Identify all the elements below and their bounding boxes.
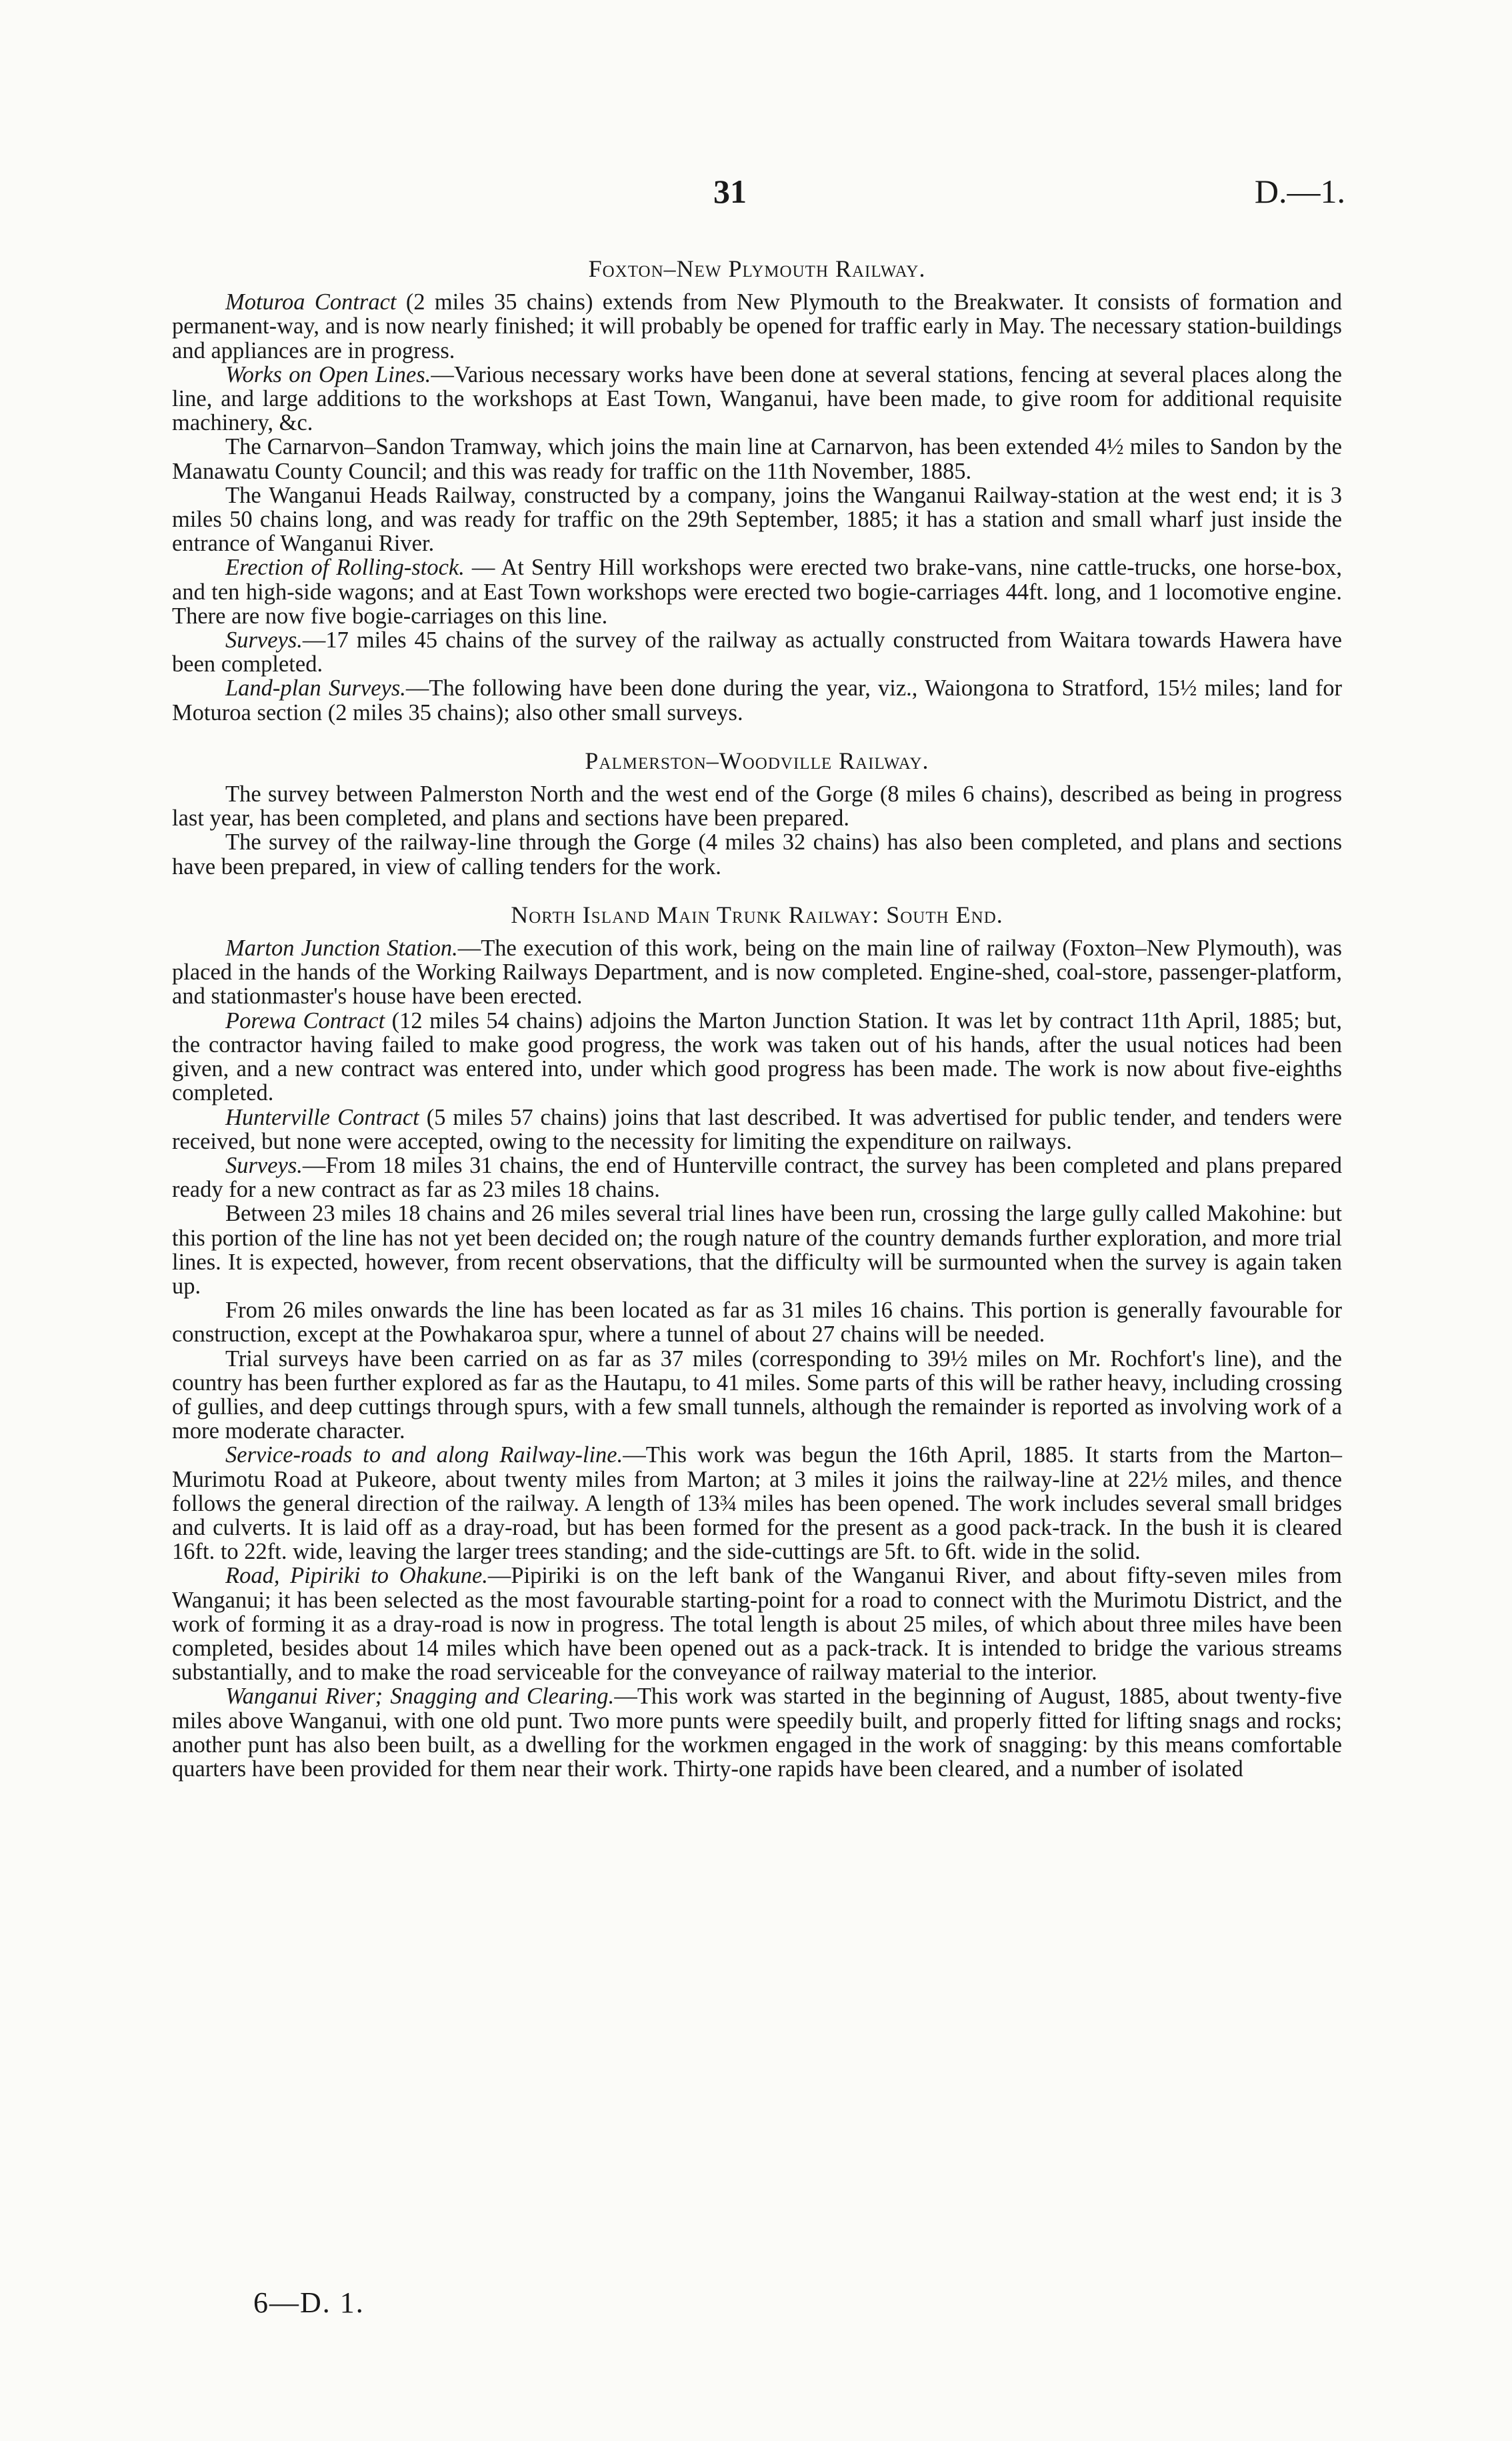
paragraph-heading: Road, Pipiriki to Ohakune. [225,1563,488,1589]
page-header [0,172,1512,219]
document-body [172,257,1342,1781]
paragraph-text: (12 miles 54 chains) adjoins the Marton Junction Station. It was let by contract 11th April, 1885; but, the contractor having failed to make good progress, the work was taken out of his hands, after the usual notices had been given, and a new contract was entered into, under which good progress has been made. The work is now about five-eighths completed. [172,1007,1342,1106]
paragraph-text: —17 miles 45 chains of the survey of the railway as actually constructed from Waitara towards Hawera have been completed. [172,627,1342,677]
paragraph [172,936,1342,1009]
paragraph-text: (2 miles 35 chains) extends from New Plymouth to the Breakwater. It consists of formation and permanent-way, and is now nearly finished; it will probably be opened for traffic early in May. The necessary station-buildings and appliances are in progress. [172,289,1342,363]
paragraph-text: Trial surveys have been carried on as far as 37 miles (corresponding to 39½ miles on Mr. Rochfort's line), and the country has been further explored as far as the Hautapu, to 41 miles. Some parts of this will be rather heavy, including crossing of gullies, and deep cuttings through spurs, with a few small tunnels, although the remainder is reported as involving work of a more moderate character. [172,1346,1342,1444]
paragraph-heading: Erection of Rolling-stock. [225,555,465,581]
paragraph-heading: Land-plan Surveys. [225,675,406,701]
paragraph [172,628,1342,676]
paragraph-text: (5 miles 57 chains) joins that last described. It was advertised for public tender, and tenders were received, but none were accepted, owing to the necessity for limiting the expenditure on railways. [172,1104,1342,1154]
paragraph-text: —The following have been done during the year, viz., Waiongona to Stratford, 15½ miles; land for Moturoa section (2 miles 35 chains); also other small surveys. [172,675,1342,725]
paragraph-heading: Marton Junction Station. [225,935,458,961]
paragraph [172,676,1342,724]
paragraph-heading: Surveys. [225,627,303,653]
paragraph-text: —Various necessary works have been done at several stations, fencing at several places along the line, and large additions to the workshops at East Town, Wanganui, have been made, to give room for additional requisite machinery, &c. [172,361,1342,436]
paragraph-text: —From 18 miles 31 chains, the end of Hunterville contract, the survey has been completed and plans prepared ready for a new contract as far as 23 miles 18 chains. [172,1152,1342,1203]
paragraph [172,1105,1342,1153]
paragraph [172,1153,1342,1201]
paragraph-heading: Surveys. [225,1152,303,1178]
paragraph [172,1684,1342,1781]
paragraph-text: The survey between Palmerston North and the west end of the Gorge (8 miles 6 chains), described as being in progress last year, has been completed, and plans and sections have been prepared. [172,781,1342,831]
paragraph [172,830,1342,878]
paragraph [172,1009,1342,1105]
paragraph [172,363,1342,435]
paragraph [172,555,1342,628]
paragraph [172,782,1342,830]
section-title: Palmerston–Woodville Railway. [585,747,929,774]
paragraph-text: Between 23 miles 18 chains and 26 miles several trial lines have been run, crossing the large gully called Makohine: but this portion of the line has not yet been decided on; the rough nature of the country demands further exploration, and more trial lines. It is expected, however, from recent observations, that the difficulty will be surmounted when the survey is again taken up. [172,1201,1342,1299]
paragraph-text: — At Sentry Hill workshops were erected two brake-vans, nine cattle-trucks, one horse-box, and ten high-side wagons; and at East Town workshops were erected two bogie-carriages 44ft. long, and 1 locomotive engine. There are now five bogie-carriages on this line. [172,555,1343,629]
paragraph-heading: Works on Open Lines. [225,361,431,387]
page-number: 31 [713,173,747,210]
paragraph-text: The survey of the railway-line through the Gorge (4 miles 32 chains) has also been completed, and plans and sections have been prepared, in view of calling tenders for the work. [172,829,1342,879]
printer-signature: 6—D. 1. [253,2286,365,2319]
section-title: Foxton–New Plymouth Railway. [588,255,926,282]
paragraph [172,1298,1342,1346]
paragraph [172,483,1342,556]
paragraph-text: The Wanganui Heads Railway, constructed by a company, joins the Wanganui Railway-station at the west end; it is 3 miles 50 chains long, and was ready for traffic on the 29th September, 1885; it has a station and small wharf just inside the entrance of Wanganui River. [172,482,1342,557]
section-title: North Island Main Trunk Railway: South End. [511,901,1003,928]
document-reference: D.—1. [1254,173,1345,210]
paragraph-heading: Service-roads to and along Railway-line. [225,1442,623,1468]
paragraph-text: —This work was started in the beginning of August, 1885, about twenty-five miles above Wanganui, with one old punt. Two more punts were speedily built, and properly fitted for lifting snags and rocks; another punt has also been built, as a dwelling for the workmen engaged in the work of snagging: by this means comfortable quarters have been provided for them near their work. Thirty-one rapids have been cleared, and a number of isolated [172,1684,1342,1782]
paragraph-text: —The execution of this work, being on the main line of railway (Foxton–New Plymouth), was placed in the hands of the Working Railways Department, and is now completed. Engine-shed, coal-store, passenger-platform, and stationmaster's house have been erected. [172,935,1342,1009]
paragraph-heading: Hunterville Contract [225,1104,419,1130]
paragraph [172,290,1342,363]
paragraph [172,1564,1342,1684]
paragraph [172,1201,1342,1298]
paragraph-text: From 26 miles onwards the line has been located as far as 31 miles 16 chains. This portion is generally favourable for construction, except at the Powhakaroa spur, where a tunnel of about 27 chains will be needed. [172,1298,1342,1348]
paragraph-heading: Moturoa Contract [225,289,397,315]
paragraph-text: —This work was begun the 16th April, 1885. It starts from the Marton–Murimotu Road at Pukeore, about twenty miles from Marton; at 3 miles it joins the railway-line at 22½ miles, and thence follows the general direction of the railway. A length of 13¾ miles has been opened. The work includes several small bridges and culverts. It is laid off as a dray-road, but has been formed for the present as a good pack-track. In the bush it is cleared 16ft. to 22ft. wide, leaving the larger trees standing; and the side-cuttings are 5ft. to 6ft. wide in the solid. [172,1442,1342,1565]
paragraph-text: —Pipiriki is on the left bank of the Wanganui River, and about fifty-seven miles from Wanganui; it has been selected as the most favourable starting-point for a road to connect with the Murimotu District, and the work of forming it as a dray-road is now in progress. The total length is about 25 miles, of which about three miles have been completed, besides about 14 miles which have been opened out as a pack-track. It is intended to bridge the various streams substantially, and to make the road serviceable for the conveyance of railway material to the interior. [172,1563,1342,1686]
paragraph [172,435,1342,483]
paragraph-heading: Wanganui River; Snagging and Clearing. [225,1684,615,1710]
paragraph [172,1443,1342,1564]
paragraph-heading: Porewa Contract [225,1007,385,1033]
paragraph-text: The Carnarvon–Sandon Tramway, which joins the main line at Carnarvon, has been extended 4½ miles to Sandon by the Manawatu County Council; and this was ready for traffic on the 11th November, 1885. [172,434,1342,484]
paragraph [172,1347,1342,1444]
